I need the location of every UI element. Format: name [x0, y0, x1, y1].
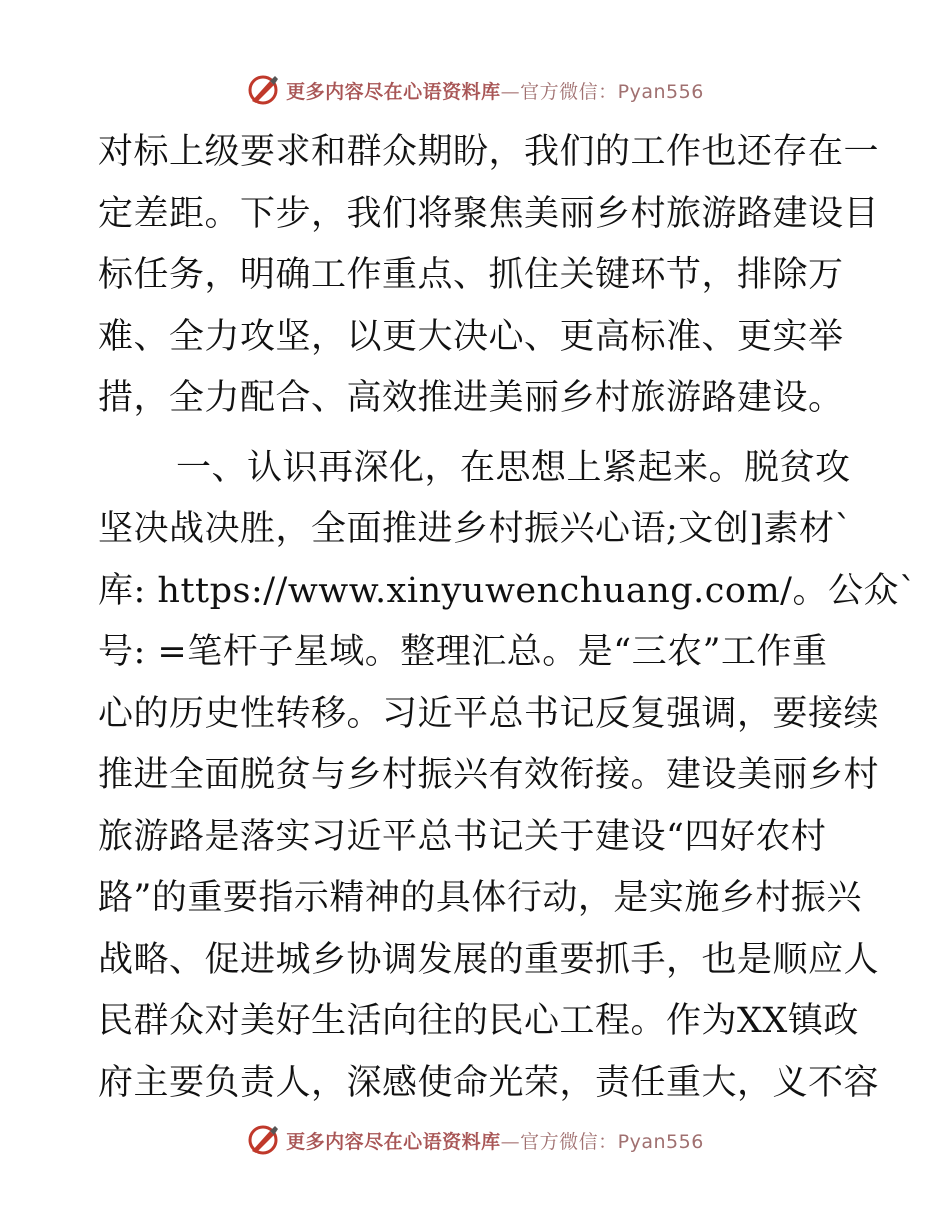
footer-contact-text: 官方微信：Pyan556: [520, 1130, 704, 1153]
text-line: 心的历史性转移。习近平总书记反复强调，要接续: [98, 693, 880, 734]
text-line: 号: =笔杆子星域。整理汇总。是“三农”工作重: [98, 632, 828, 672]
text-line: 难、全力攻坚，以更大决心、更高标准、更实举: [98, 316, 844, 357]
pen-logo-icon: [246, 73, 280, 107]
text-line: 路”的重要指示精神的具体行动，是实施乡村振兴: [98, 878, 862, 918]
text-line: 措，全力配合、高效推进美丽乡村旅游路建设。: [98, 378, 844, 418]
text-line: 定差距。下步，我们将聚焦美丽乡村旅游路建设目: [98, 193, 880, 234]
section-heading-line: 一、认识再深化，在思想上紧起来。脱贫攻: [176, 447, 851, 488]
text-line: 对标上级要求和群众期盼，我们的工作也还存在一: [98, 132, 880, 172]
text-line: 府主要负责人，深感使命光荣，责任重大，义不容: [98, 1062, 880, 1103]
pen-logo-icon: [246, 1123, 280, 1157]
text-line: 标任务，明确工作重点、抓住关键环节，排除万: [98, 255, 844, 295]
text-line: 推进全面脱贫与乡村振兴有效衔接。建设美丽乡村: [98, 755, 880, 795]
text-line: 民群众对美好生活向往的民心工程。作为XX镇政: [98, 1001, 859, 1041]
text-line: 坚决战决胜，全面推进乡村振兴心语;文创]素材`: [98, 509, 853, 549]
header-separator: —: [500, 80, 521, 103]
text-line: 库: https://www.xinyuwenchuang.com/。公众`: [98, 570, 917, 611]
header-watermark: [0, 70, 950, 110]
text-line: 旅游路是落实习近平总书记关于建设“四好农村: [98, 816, 827, 857]
header-brand-text: 更多内容尽在心语资料库: [286, 80, 501, 103]
footer-separator: —: [500, 1130, 521, 1153]
footer-watermark: [0, 1120, 950, 1160]
header-contact-text: 官方微信：Pyan556: [520, 80, 704, 103]
document-body: [98, 122, 917, 1114]
footer-brand-text: 更多内容尽在心语资料库: [286, 1130, 501, 1153]
text-line: 战略、促进城乡协调发展的重要抓手，也是顺应人: [98, 939, 880, 980]
